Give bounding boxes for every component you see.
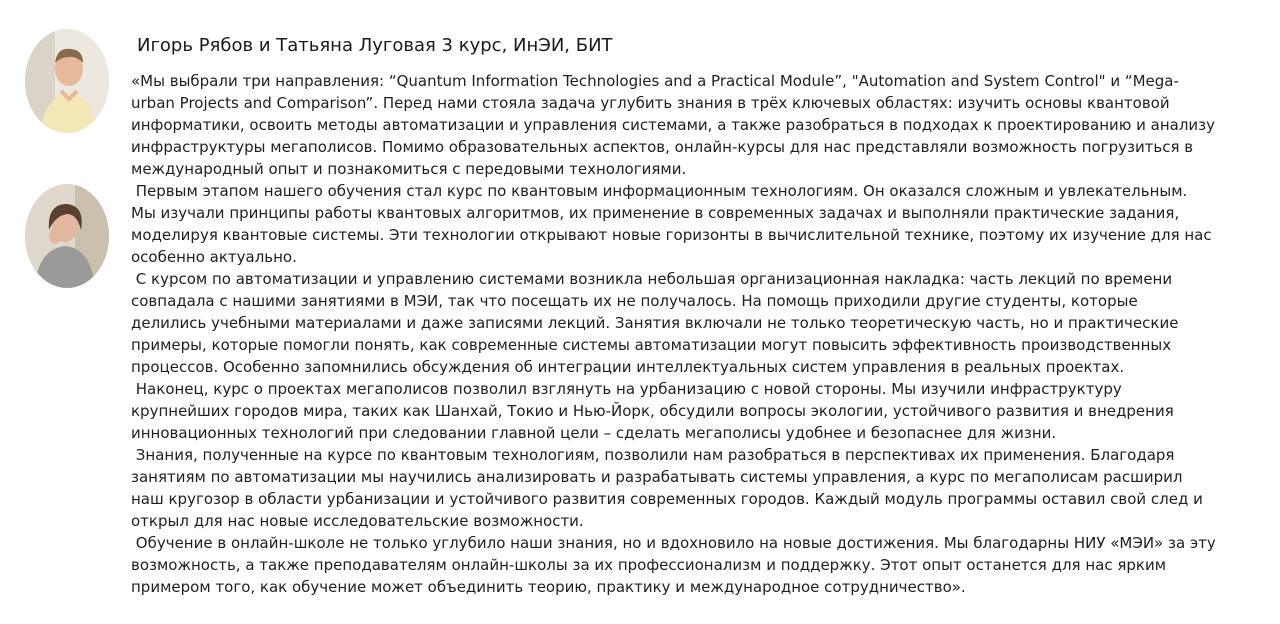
- avatar-igor: [25, 29, 109, 133]
- paragraph: Обучение в онлайн-школе не только углубило наши знания, но и вдохновило на новые достижения. Мы благодарны НИУ «МЭИ» за эту возможность, а также преподавателям онлайн-школы за их профессионализм и поддержку. Этот опыт останется для нас ярким примером того, как обучение может объединить теорию, практику и международное сотрудничество».: [131, 534, 1221, 596]
- paragraph: Знания, полученные на курсе по квантовым технологиям, позволили нам разобраться в перспективах их применения. Благодаря занятиям по автоматизации мы научились анализировать и разрабатывать системы управления, а курс по мегаполисам расширил наш кругозор в области урбанизации и устойчивого развития современных городов. Каждый модуль программы оставил свой след и открыл для нас новые исследовательские возможности.: [131, 446, 1208, 530]
- page-title: Игорь Рябов и Татьяна Луговая 3 курс, ИнЭИ, БИТ: [137, 35, 613, 56]
- paragraph: Первым этапом нашего обучения стал курс по квантовым информационным технологиям. Он оказался сложным и увлекательным. Мы изучали принципы работы квантовых алгоритмов, их применение в современных задачах и выполняли практические задания, моделируя квантовые системы. Эти технологии открывают новые горизонты в вычислительной технике, поэтому их изучение для нас особенно актуально.: [131, 182, 1217, 266]
- avatar-tatiana: [25, 184, 109, 288]
- testimonial-text: [131, 70, 1221, 598]
- person-photo-icon: [25, 184, 109, 288]
- paragraph: Наконец, курс о проектах мегаполисов позволил взглянуть на урбанизацию с новой стороны. Мы изучили инфраструктуру крупнейших городов мира, таких как Шанхай, Токио и Нью-Йорк, обсудили вопросы экологии, устойчивого развития и внедрения инновационных технологий при следовании главной цели – сделать мегаполисы удобнее и безопаснее для жизни.: [131, 380, 1179, 442]
- person-photo-icon: [25, 29, 109, 133]
- paragraph: «Мы выбрали три направления: “Quantum Information Technologies and a Practical Module”, "Automation and System Control" и “Mega-urban Projects and Comparison”. Перед нами стояла задача углубить знания в трёх ключевых областях: изучить основы квантовой информатики, освоить методы автоматизации и управления системами, а также разобраться в подходах к проектированию и анализу инфраструктуры мегаполисов. Помимо образовательных аспектов, онлайн-курсы для нас представляли возможность погрузиться в международный опыт и познакомиться с передовыми технологиями.: [131, 72, 1220, 178]
- paragraph: С курсом по автоматизации и управлению системами возникла небольшая организационная накладка: часть лекций по времени совпадала с нашими занятиями в МЭИ, так что посещать их не получалось. На помощь приходили другие студенты, которые делились учебными материалами и даже записями лекций. Занятия включали не только теоретическую часть, но и практические примеры, которые помогли понять, как современные системы автоматизации могут повысить эффективность производственных процессов. Особенно запомнились обсуждения об интеграции интеллектуальных систем управления в реальных проектах.: [131, 270, 1184, 376]
